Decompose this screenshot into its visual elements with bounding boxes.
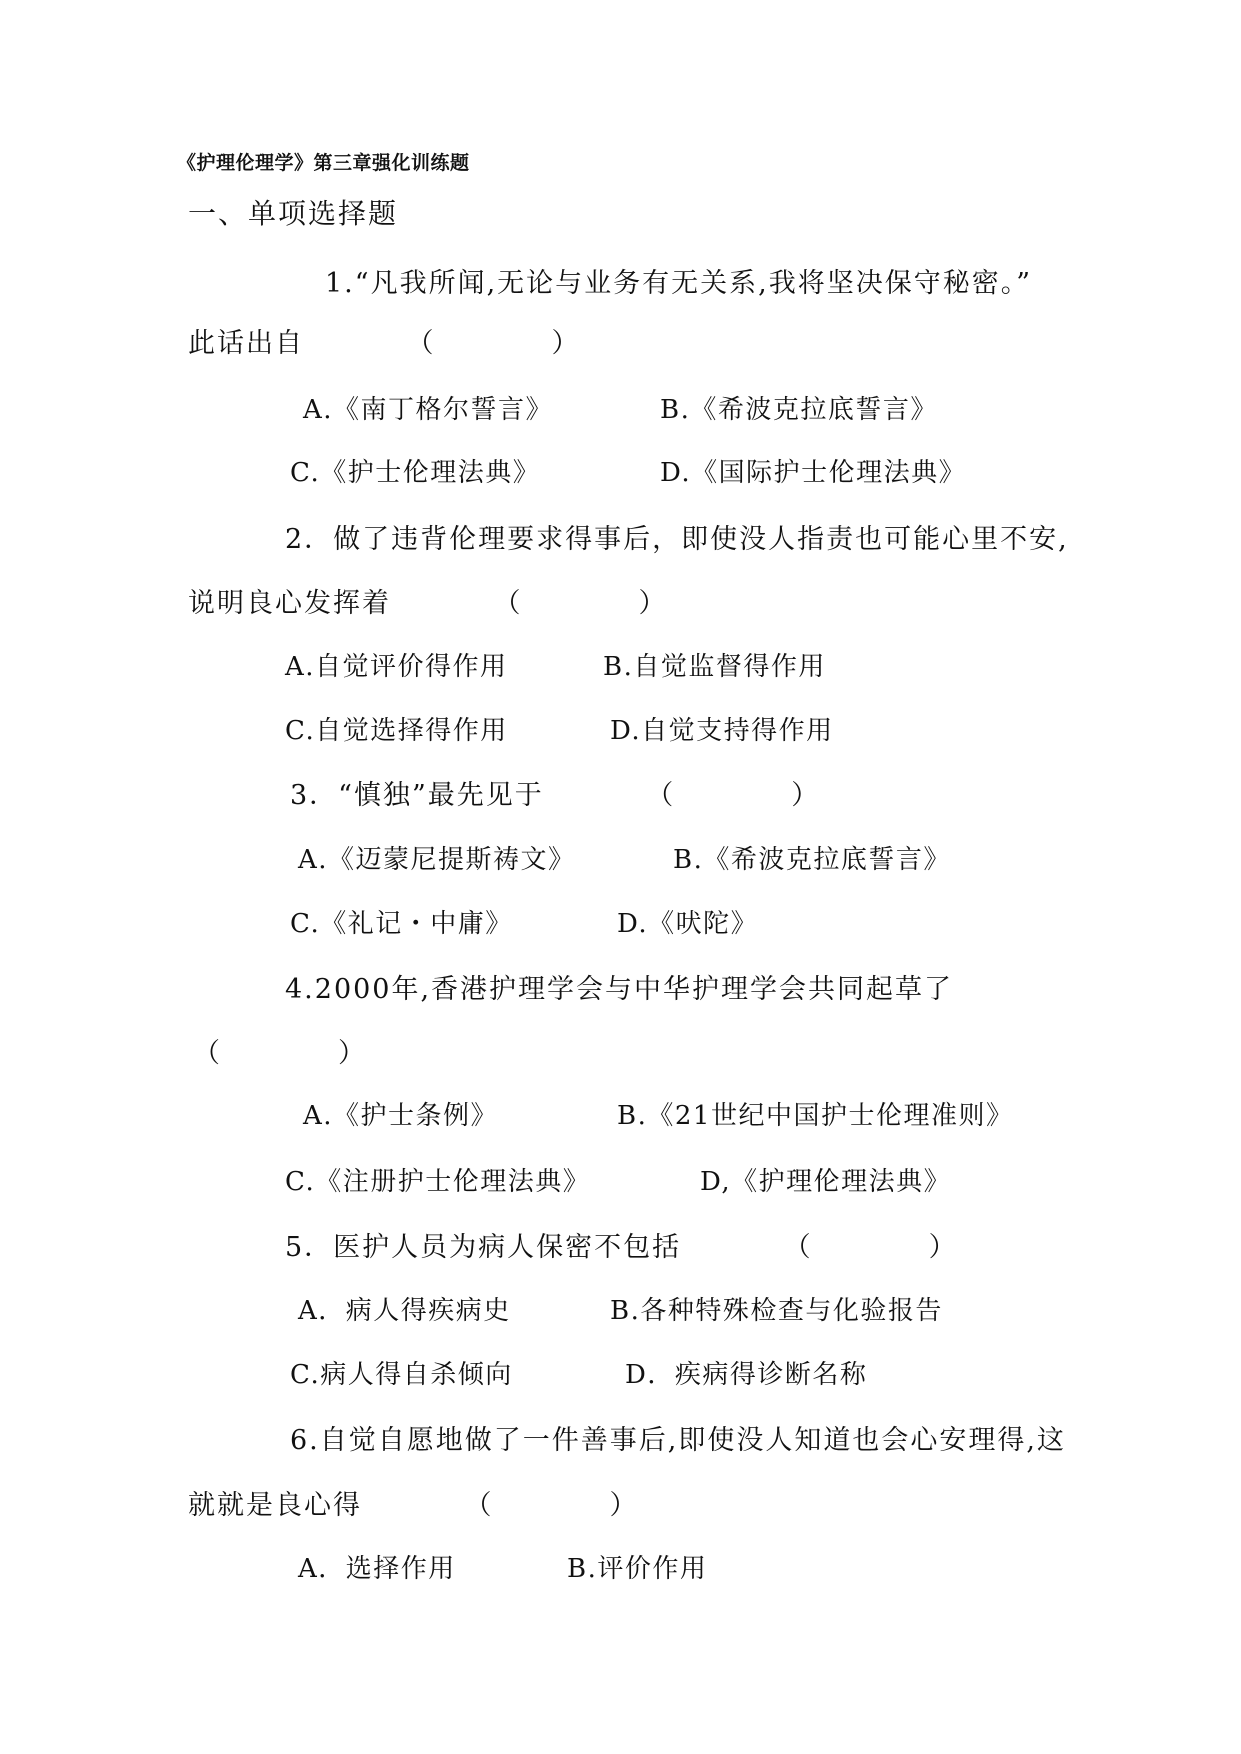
option-b[interactable]: B.《希波克拉底誓言》: [660, 395, 938, 425]
option-c[interactable]: C.自觉选择得作用: [285, 716, 508, 746]
question-text: 6.自觉自愿地做了一件善事后,即使没人知道也会心安理得,这: [290, 1425, 1066, 1456]
question-text-cont: 此话出自 （ ）: [188, 328, 581, 359]
option-c[interactable]: C.《注册护士伦理法典》: [285, 1167, 591, 1197]
option-a[interactable]: A．病人得疾病史: [298, 1296, 511, 1326]
option-d[interactable]: D.自觉支持得作用: [610, 716, 834, 746]
option-b[interactable]: B.自觉监督得作用: [603, 652, 826, 682]
option-a[interactable]: A．选择作用: [298, 1554, 456, 1584]
option-b[interactable]: B.各种特殊检查与化验报告: [610, 1296, 943, 1326]
option-d[interactable]: D.《吠陀》: [617, 909, 759, 939]
question-text-cont: 就就是良心得 （ ）: [188, 1490, 639, 1521]
question-text: 2．做了违背伦理要求得事后，即使没人指责也可能心里不安,: [285, 524, 1069, 555]
option-d[interactable]: D,《护理伦理法典》: [700, 1167, 952, 1197]
question-text: 3．“慎独”最先见于 （ ）: [290, 780, 821, 811]
option-a[interactable]: A.自觉评价得作用: [285, 652, 508, 682]
document-title: 《护理伦理学》第三章强化训练题: [177, 152, 470, 174]
option-d[interactable]: D.《国际护士伦理法典》: [660, 458, 967, 488]
question-text: 4.2000年,香港护理学会与中华护理学会共同起草了: [285, 974, 954, 1005]
option-d[interactable]: D．疾病得诊断名称: [625, 1360, 868, 1390]
option-c[interactable]: C.《护士伦理法典》: [290, 458, 541, 488]
option-b[interactable]: B.《希波克拉底誓言》: [673, 845, 951, 875]
question-text-cont: （ ）: [193, 1038, 367, 1069]
option-a[interactable]: A.《迈蒙尼提斯祷文》: [298, 845, 576, 875]
option-c[interactable]: C.病人得自杀倾向: [290, 1360, 513, 1390]
question-text: 1.“凡我所闻,无论与业务有无关系,我将坚决保守秘密。”: [325, 268, 1033, 299]
section-heading: 一、单项选择题: [188, 197, 399, 230]
option-b[interactable]: B.《21世纪中国护士伦理准则》: [617, 1101, 1014, 1131]
option-a[interactable]: A.《南丁格尔誓言》: [303, 395, 554, 425]
option-a[interactable]: A.《护士条例》: [303, 1101, 499, 1131]
option-c[interactable]: C.《礼记・中庸》: [290, 909, 513, 939]
question-text: 5．医护人员为病人保密不包括 （ ）: [285, 1232, 958, 1263]
question-text-cont: 说明良心发挥着 （ ）: [188, 588, 668, 619]
option-b[interactable]: B.评价作用: [567, 1554, 708, 1584]
